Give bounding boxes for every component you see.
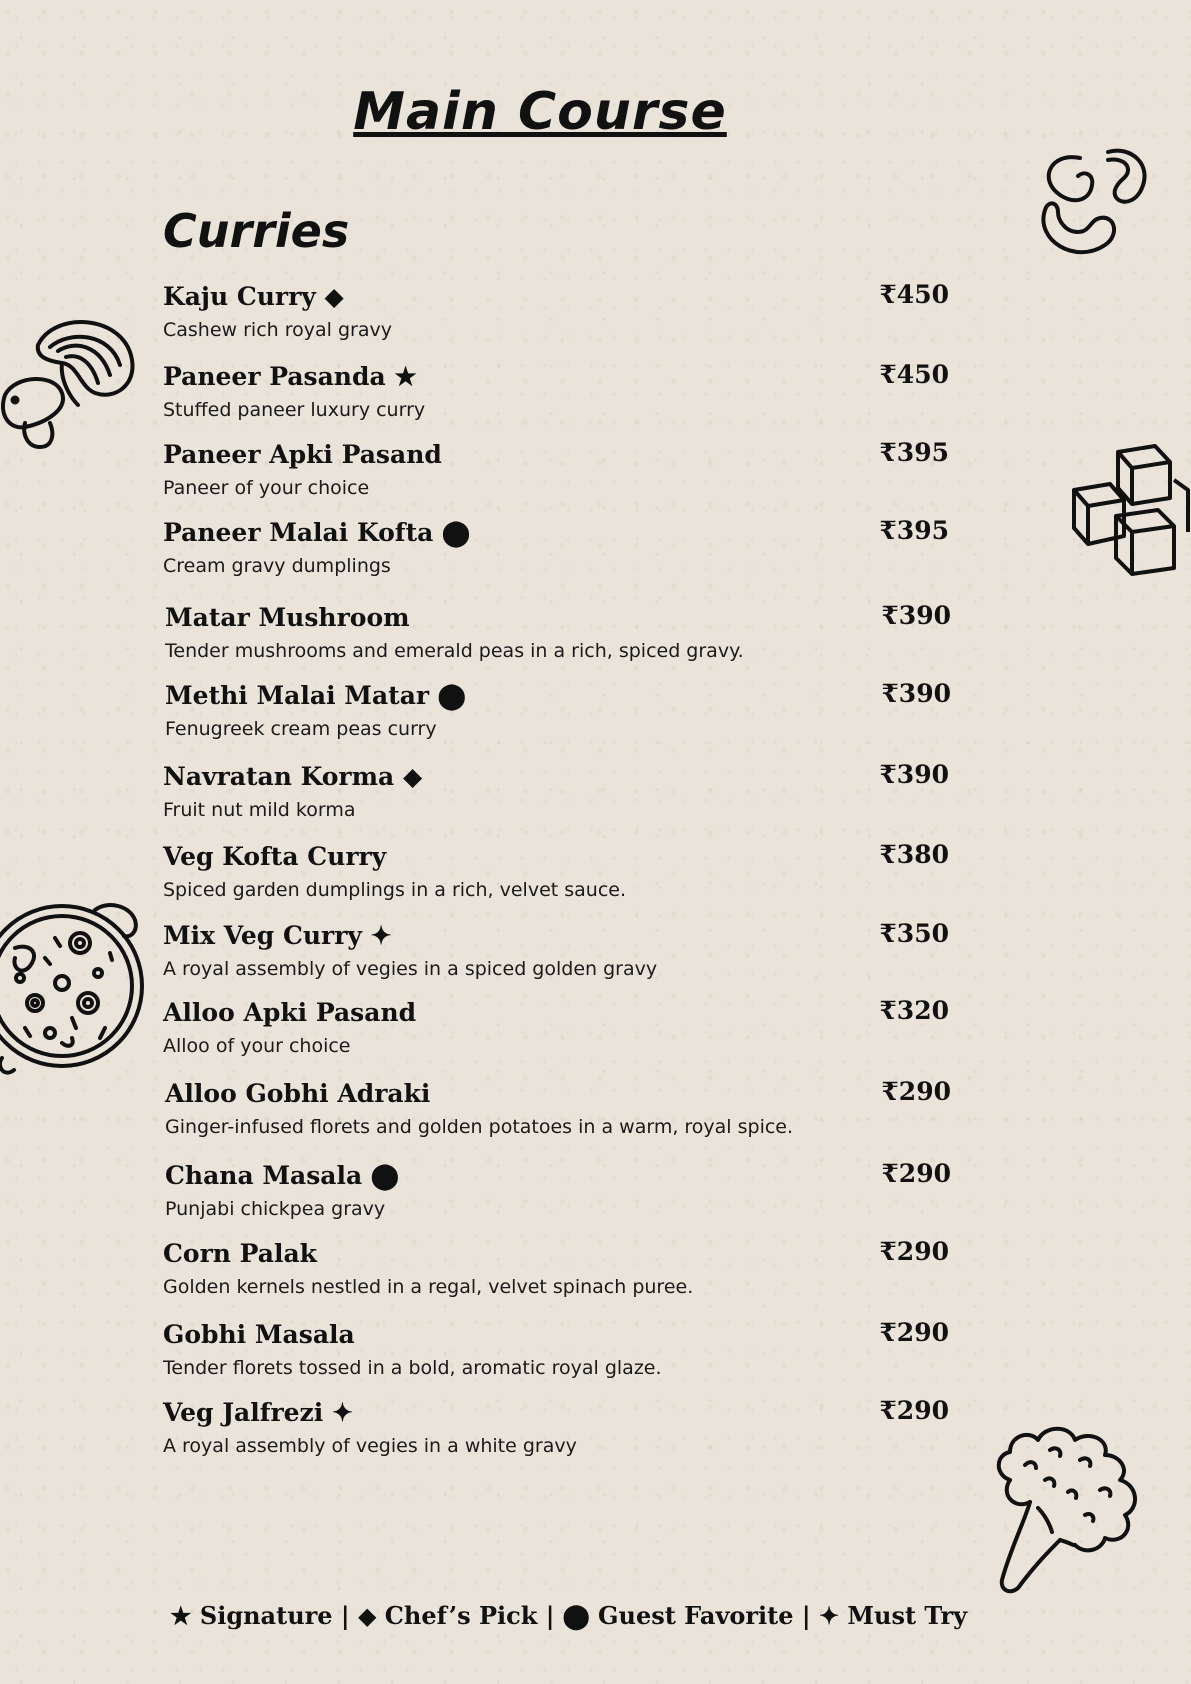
item-name: Chana Masala ⬤ [165, 1161, 399, 1190]
item-price: ₹290 [879, 1318, 949, 1347]
item-description: Tender mushrooms and emerald peas in a rich, spiced gravy. [165, 640, 744, 662]
item-description: Golden kernels nestled in a regal, velvet spinach puree. [163, 1276, 694, 1298]
item-price: ₹395 [879, 438, 949, 467]
menu-item [163, 998, 953, 1068]
item-price: ₹390 [881, 601, 951, 630]
item-description: Cashew rich royal gravy [163, 319, 392, 341]
paneer-cubes-icon [1070, 440, 1191, 580]
menu-item [165, 603, 955, 673]
menu-item [163, 921, 953, 991]
item-name: Navratan Korma ◆ [163, 762, 423, 791]
item-description: Paneer of your choice [163, 477, 370, 499]
menu-item [163, 518, 953, 588]
section-title: Curries [163, 204, 350, 258]
item-description: Stuffed paneer luxury curry [163, 399, 426, 421]
item-name: Veg Kofta Curry [163, 842, 387, 871]
item-description: A royal assembly of vegies in a white gravy [163, 1435, 577, 1457]
item-description: Ginger-infused florets and golden potatoes in a warm, royal spice. [165, 1116, 794, 1138]
item-price: ₹290 [881, 1159, 951, 1188]
item-price: ₹450 [879, 360, 949, 389]
item-description: Spiced garden dumplings in a rich, velvet sauce. [163, 879, 627, 901]
curry-pot-icon [0, 898, 150, 1078]
item-price: ₹390 [879, 760, 949, 789]
broccoli-icon [990, 1420, 1150, 1600]
item-name: Gobhi Masala [163, 1320, 355, 1349]
menu-item [165, 1161, 955, 1231]
item-price: ₹450 [879, 280, 949, 309]
item-name: Paneer Pasanda ★ [163, 362, 417, 391]
item-price: ₹395 [879, 516, 949, 545]
menu-item [163, 842, 953, 912]
item-price: ₹320 [879, 996, 949, 1025]
menu-item [163, 1398, 953, 1468]
item-name: Corn Palak [163, 1239, 317, 1268]
item-price: ₹390 [881, 679, 951, 708]
item-description: A royal assembly of vegies in a spiced golden gravy [163, 958, 658, 980]
menu-item [163, 440, 953, 510]
item-price: ₹290 [879, 1237, 949, 1266]
menu-item [163, 1320, 953, 1390]
item-price: ₹290 [881, 1077, 951, 1106]
menu-item [165, 1079, 955, 1149]
item-price: ₹380 [879, 840, 949, 869]
menu-item [163, 282, 953, 352]
item-description: Punjabi chickpea gravy [165, 1198, 386, 1220]
item-name: Paneer Apki Pasand [163, 440, 442, 469]
item-description: Cream gravy dumplings [163, 555, 391, 577]
item-name: Alloo Apki Pasand [163, 998, 417, 1027]
legend: ★ Signature | ◆ Chef’s Pick | ⬤ Guest Favorite | ✦ Must Try [170, 1601, 968, 1630]
item-description: Fruit nut mild korma [163, 799, 356, 821]
item-name: Paneer Malai Kofta ⬤ [163, 518, 470, 547]
item-description: Fenugreek cream peas curry [165, 718, 437, 740]
menu-item [165, 681, 955, 751]
item-name: Alloo Gobhi Adraki [165, 1079, 431, 1108]
menu-item [163, 1239, 953, 1309]
menu-item [163, 762, 953, 832]
menu-item [163, 362, 953, 432]
item-price: ₹290 [879, 1396, 949, 1425]
item-price: ₹350 [879, 919, 949, 948]
item-name: Veg Jalfrezi ✦ [163, 1398, 353, 1427]
item-description: Tender florets tossed in a bold, aromatic royal glaze. [163, 1357, 662, 1379]
item-name: Mix Veg Curry ✦ [163, 921, 392, 950]
page-title: Main Course [353, 82, 727, 142]
item-description: Alloo of your choice [163, 1035, 351, 1057]
item-name: Matar Mushroom [165, 603, 410, 632]
item-name: Kaju Curry ◆ [163, 282, 344, 311]
item-name: Methi Malai Matar ⬤ [165, 681, 466, 710]
mushroom-icon [0, 305, 140, 455]
cashew-icon [1030, 140, 1155, 265]
